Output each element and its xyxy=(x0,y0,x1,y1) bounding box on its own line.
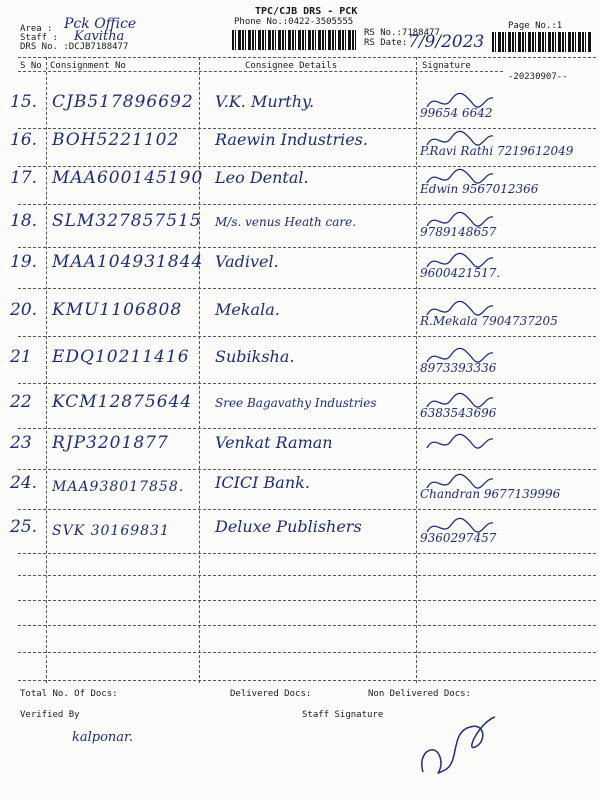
barcode-right xyxy=(492,32,592,52)
col-header-details: Consignee Details xyxy=(245,61,338,71)
row-consignment-number: RJP3201877 xyxy=(52,433,169,453)
signature-scribble xyxy=(425,252,495,272)
row-rule xyxy=(18,553,596,554)
staff-signature-label: Staff Signature xyxy=(302,710,384,720)
signature-scribble xyxy=(425,347,495,367)
row-serial-number: 25. xyxy=(10,517,38,537)
col-header-consignment: Consignment No xyxy=(50,61,126,71)
row-signature: Chandran 9677139996 xyxy=(420,487,561,501)
row-consignee-details: Sree Bagavathy Industries xyxy=(215,396,377,410)
row-consignment-number: MAA938017858. xyxy=(52,479,185,495)
row-consignee-details: V.K. Murthy. xyxy=(215,92,315,111)
row-consignment-number: KCM12875644 xyxy=(52,392,193,412)
row-consignment-number: KMU1106808 xyxy=(52,300,183,320)
rs-date-label: RS Date: xyxy=(364,38,408,48)
row-rule xyxy=(18,336,596,337)
table-row xyxy=(0,473,600,513)
row-serial-number: 24. xyxy=(10,473,38,493)
signature-scribble xyxy=(425,517,495,537)
signature-scribble xyxy=(425,92,495,112)
row-consignment-number: SVK 30169831 xyxy=(52,523,170,539)
non-delivered-docs-label: Non Delivered Docs: xyxy=(368,689,471,699)
blank-rule xyxy=(18,625,596,626)
row-rule xyxy=(18,247,596,248)
rs-number: RS No.:7188477 xyxy=(364,28,440,38)
col-header-sno: S No xyxy=(20,61,42,71)
drs-number: DRS No. :DCJB7188477 xyxy=(20,42,129,52)
signature-scribble xyxy=(425,433,495,453)
blank-rule xyxy=(18,575,596,576)
row-consignment-number: MAA600145190 xyxy=(52,168,204,188)
row-consignee-details: Mekala. xyxy=(215,300,280,319)
table-row xyxy=(0,130,600,170)
signature-scribble xyxy=(425,300,495,320)
row-serial-number: 20. xyxy=(10,300,38,320)
rs-date-value: 7/9/2023 xyxy=(408,32,485,52)
row-signature: 99654 6642 xyxy=(420,106,493,120)
signature-scribble xyxy=(425,473,495,493)
table-row xyxy=(0,168,600,208)
staff-value: Kavitha xyxy=(74,29,125,44)
row-serial-number: 18. xyxy=(10,211,38,231)
row-consignee-details: Subiksha. xyxy=(215,347,295,366)
date-stamp: -20230907-- xyxy=(508,72,568,82)
row-serial-number: 21 xyxy=(10,347,32,367)
barcode xyxy=(232,30,357,50)
table-row xyxy=(0,211,600,251)
header-rule-top xyxy=(18,57,596,58)
blank-rule xyxy=(18,600,596,601)
row-serial-number: 23 xyxy=(10,433,32,453)
row-consignee-details: Deluxe Publishers xyxy=(215,517,362,536)
page-number: Page No.:1 xyxy=(508,21,563,31)
signature-scribble xyxy=(425,392,495,412)
row-rule xyxy=(18,509,596,510)
row-signature: 8973393336 xyxy=(420,361,497,375)
row-serial-number: 17. xyxy=(10,168,38,188)
signature-scribble xyxy=(425,168,495,188)
row-rule xyxy=(18,428,596,429)
row-rule xyxy=(18,166,596,167)
table-row xyxy=(0,252,600,292)
blank-rule xyxy=(18,652,596,653)
table-row xyxy=(0,92,600,132)
col-header-signature: Signature xyxy=(422,61,471,71)
verified-by-label: Verified By xyxy=(20,710,80,720)
blank-rule xyxy=(18,680,596,681)
row-serial-number: 16. xyxy=(10,130,38,150)
signature-scribble xyxy=(425,211,495,231)
area-label: Area : xyxy=(20,24,53,34)
area-value: Pck Office xyxy=(64,16,137,32)
staff-signature-scribble xyxy=(415,712,505,782)
document-title: TPC/CJB DRS - PCK xyxy=(255,6,358,17)
row-consignment-number: EDQ10211416 xyxy=(52,347,190,367)
row-consignment-number: MAA104931844 xyxy=(52,252,204,272)
table-row xyxy=(0,517,600,557)
row-consignment-number: BOH5221102 xyxy=(52,130,180,150)
row-serial-number: 19. xyxy=(10,252,38,272)
row-rule xyxy=(18,469,596,470)
verifier-signature: kalponar. xyxy=(72,730,133,745)
row-signature: 6383543696 xyxy=(420,406,497,420)
table-row xyxy=(0,392,600,432)
row-signature: 9600421517. xyxy=(420,266,501,280)
row-consignment-number: SLM327857515 xyxy=(52,211,202,231)
row-consignment-number: CJB517896692 xyxy=(52,92,194,112)
row-consignee-details: Raewin Industries. xyxy=(215,130,368,149)
phone-number: Phone No.:0422-3505555 xyxy=(234,17,354,27)
row-rule xyxy=(18,383,596,384)
row-consignee-details: M/s. venus Heath care. xyxy=(215,215,357,229)
row-consignee-details: Vadivel. xyxy=(215,252,279,271)
row-signature: Edwin 9567012366 xyxy=(420,182,539,196)
row-signature: 9360297457 xyxy=(420,531,497,545)
table-row xyxy=(0,347,600,387)
table-row xyxy=(0,433,600,473)
row-consignee-details: Leo Dental. xyxy=(215,168,309,187)
row-signature: 9789148657 xyxy=(420,225,497,239)
row-serial-number: 22 xyxy=(10,392,32,412)
row-consignee-details: ICICI Bank. xyxy=(215,473,310,492)
table-row xyxy=(0,300,600,340)
total-docs-label: Total No. Of Docs: xyxy=(20,689,118,699)
row-rule xyxy=(18,128,596,129)
delivered-docs-label: Delivered Docs: xyxy=(230,689,312,699)
row-signature: P.Ravi Rathi 7219612049 xyxy=(420,144,574,158)
row-signature: R.Mekala 7904737205 xyxy=(420,314,558,328)
row-consignee-details: Venkat Raman xyxy=(215,433,333,452)
header-rule-bottom xyxy=(18,71,503,72)
row-rule xyxy=(18,204,596,205)
staff-label: Staff : xyxy=(20,33,58,43)
row-serial-number: 15. xyxy=(10,92,38,112)
signature-scribble xyxy=(425,130,495,150)
row-rule xyxy=(18,288,596,289)
